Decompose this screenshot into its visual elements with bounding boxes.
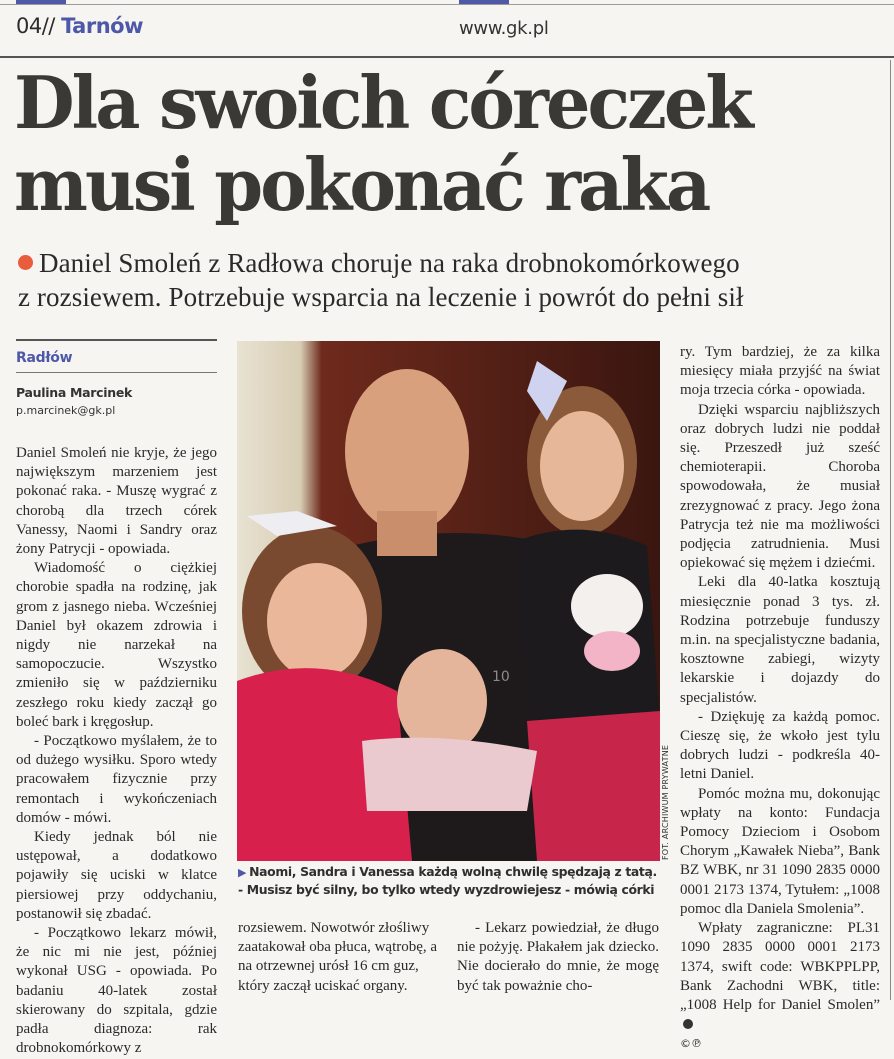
paragraph: Kiedy jednak ból nie ustępował, a dodatkowo pojawiły się uciski w klatce piersiowej przy oddychaniu, postanowił się zbadać.: [16, 829, 217, 922]
paragraph: Pomóc można mu, dokonując wpłaty na konto: Fundacja Pomocy Dzieciom i Osobom Chorym „Kawałek Nieba”, Bank BZ WBK, nr 31 1090 2835 0000 0001 2173 1374, Tytułem: „1008 pomoc dla Daniela Smolenia”.: [680, 785, 880, 917]
man-head: [345, 369, 469, 533]
kitty-print: [571, 574, 643, 638]
kitty-print-body: [584, 631, 640, 671]
caption-line-1: Naomi, Sandra i Vanessa każdą wolną chwilę spędzają z tatą.: [249, 864, 657, 879]
photo-credit: FOT. ARCHIWUM PRYWATNE: [661, 744, 670, 860]
headline-line-2: musi pokonać raka: [14, 142, 709, 227]
header-rule: [0, 56, 894, 58]
baby-head: [397, 649, 487, 753]
article-column-2: [238, 919, 444, 996]
top-rule: [0, 4, 894, 5]
lead-bullet-icon: [18, 255, 33, 270]
article-column-3: [457, 919, 659, 996]
paragraph: - Początkowo myślałem, że to od dużego wysiłku. Sporo wtedy pracowałem fizycznie przy remontach i wykończeniach domów - mówi.: [16, 733, 217, 826]
girl-right-face: [540, 411, 624, 521]
paragraph: - Lekarz powiedział, że długo nie pożyję. Płakałem jak dziecko. Nie docierało do mnie, że mogę być tak poważnie cho-: [457, 920, 659, 994]
page-header: [16, 14, 143, 38]
site-url: www.gk.pl: [459, 18, 549, 39]
end-of-article-icon: [683, 1019, 693, 1029]
paragraph: Leki dla 40-latka kosztują miesięcznie ponad 3 tys. zł. Rodzina potrzebuje funduszy m.in. na specjalistyczne badania, kosztowne zabiegi, wizyty lekarskie i dojazdy do specjalistów.: [680, 574, 880, 706]
dateline-location: Radłów: [16, 350, 73, 366]
shirt-number: 10: [492, 669, 510, 685]
author-name: Paulina Marcinek: [16, 385, 133, 400]
article-column-1: [16, 444, 217, 1059]
girl-left-face: [267, 563, 367, 679]
man-neck: [377, 511, 437, 556]
headline-line-1: Dla swoich córeczek: [14, 60, 751, 145]
family-photo-illustration: [237, 341, 660, 861]
lead-paragraph: [18, 246, 888, 314]
paragraph: Wiadomość o ciężkiej chorobie spadła na rodzinę, jak grom z jasnego nieba. Wcześniej Daniel był okazem zdrowia i nigdy nie narzekał na samopoczucie. Wszystko zmieniło się w październiku zeszłego roku kiedy zaczął go boleć bark i kręgosłup.: [16, 560, 217, 730]
article-photo: [237, 341, 660, 861]
page-number: 04//: [16, 14, 55, 38]
paragraph: - Dziękuję za każdą pomoc. Cieszę się, że wkoło jest tylu dobrych ludzi - podkreśla 40-letni Daniel.: [680, 708, 880, 783]
paragraph: Daniel Smoleń nie kryje, że jego największym marzeniem jest pokonać raka. - Muszę wygrać z chorobą dla trzech córek Vanessy, Naomi i Sandry oraz żony Patrycji - opowiada.: [16, 445, 217, 558]
lead-line-1: Daniel Smoleń z Radłowa choruje na raka drobnokomórkowego: [39, 248, 740, 278]
paragraph: [680, 919, 880, 1034]
paragraph-text: Wpłaty zagraniczne: PL31 1090 2835 0000 0001 2173 1374, swift code: WBKPPLPP, Bank Zachodni WBK, title: „1008 Help for Daniel Smolen”: [680, 920, 880, 1013]
lead-line-2: z rozsiewem. Potrzebuje wsparcia na leczenie i powrót do pełni sił: [18, 282, 744, 312]
article-column-4: [680, 343, 880, 1054]
caption-line-2: - Musisz być silny, bo tylko wtedy wyzdrowiejesz - mówią córki: [238, 882, 655, 897]
paragraph: - Początkowo lekarz mówił, że nic mi nie jest, później wykonał USG - opowiada. Po badaniu 40-latek został skierowany do szpitala, gdzie padła diagnoza: rak drobnokomórkowy z: [16, 925, 217, 1057]
baby-clothes: [362, 738, 537, 811]
photo-caption: [238, 863, 668, 898]
paragraph: ry. Tym bardziej, że za kilka miesięcy miała przyjść na świat moja trzecia córka - opowiada.: [680, 344, 880, 399]
section-name: Tarnów: [61, 14, 143, 38]
copyright-mark: ©℗: [680, 1037, 702, 1051]
paragraph: Dzięki wsparciu najbliższych oraz dobrych ludzi nie poddał się. Przeszedł już sześć chemioterapii. Choroba spowodowała, że musiał zrezygnować z pracy. Jego żona Patrycja też nie ma możliwości podjęcia zatrudnienia. Musi opiekować się mężem i dziećmi.: [680, 401, 880, 572]
column-rule-top: [16, 339, 217, 341]
page-edge-rule: [890, 60, 891, 1000]
column-rule-mid: [16, 372, 217, 373]
paragraph: rozsiewem. Nowotwór złośliwy zaatakował oba płuca, wątrobę, a na otrzewnej urósł 16 cm guz, który zaczął uciskać organy.: [238, 920, 438, 994]
girl-right-skirt: [527, 711, 660, 861]
author-email[interactable]: p.marcinek@gk.pl: [16, 404, 116, 417]
caption-arrow-icon: ▶: [238, 866, 247, 879]
headline: [14, 62, 868, 226]
